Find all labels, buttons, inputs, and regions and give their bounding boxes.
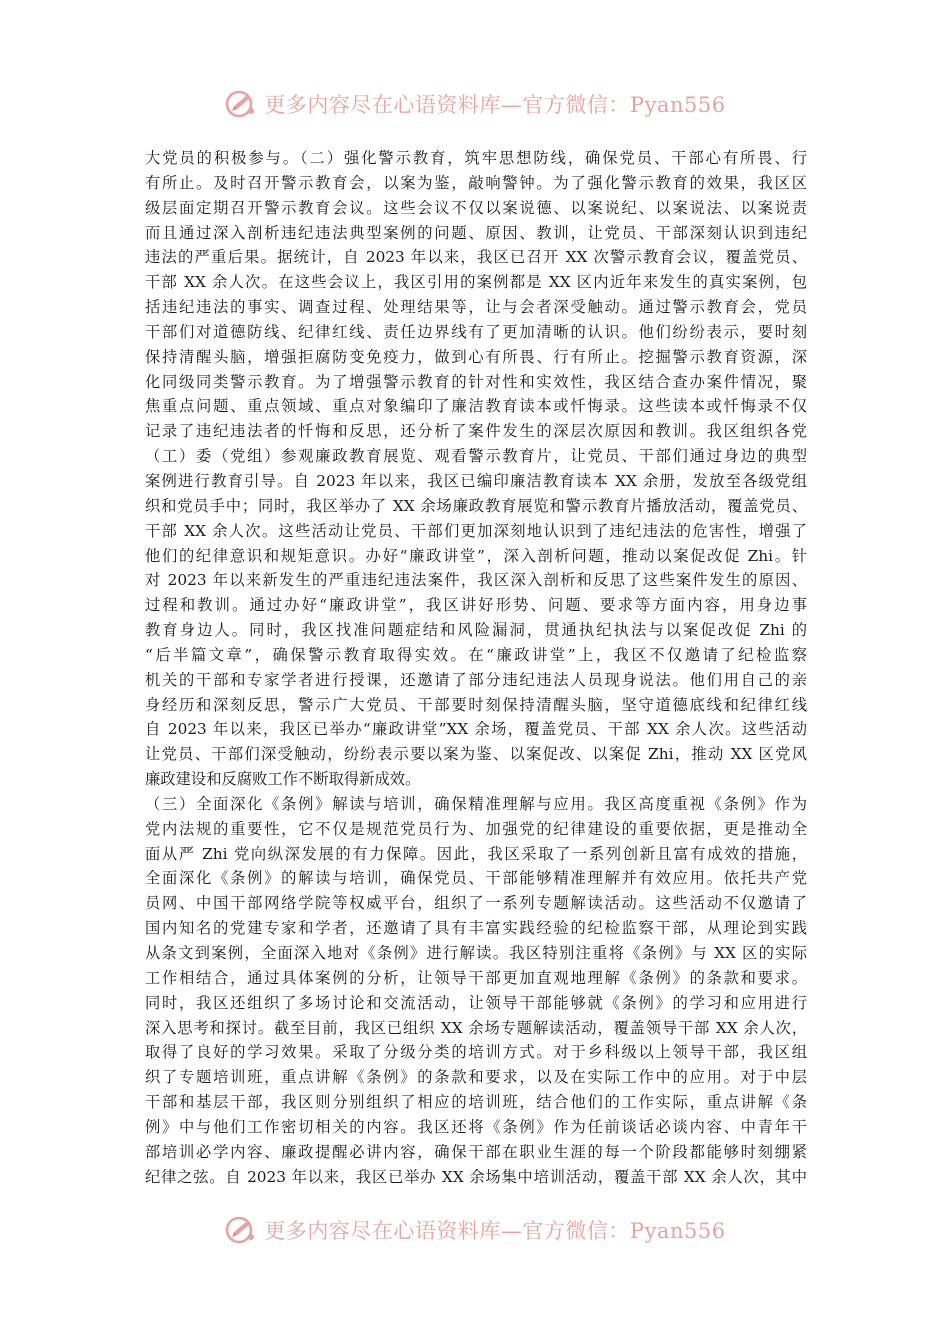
body-text-line: 身经历和深刻反思，警示广大党员、干部要时刻保持清醒头脑，坚守道德底线和纪律红线 [145,695,807,714]
body-text-line: 取得了良好的学习效果。采取了分级分类的培训方式。对于乡科级以上领导干部，我区组 [145,1043,807,1062]
body-text-line: 部培训必学内容、廉政提醒必讲内容，确保干部在职业生涯的每一个阶段都能够时刻绷紧 [145,1142,807,1161]
document-body [145,146,807,1189]
body-text-line: 对 2023 年以来新发生的严重违纪违法案件，我区深入剖析和反思了这些案件发生的原因、 [145,571,807,590]
body-text-line: 全面深化《条例》的解读与培训，确保党员、干部能够精准理解并有效应用。依托共产党 [145,869,807,888]
body-text-line: 国内知名的党建专家和学者，还邀请了具有丰富实践经验的纪检监察干部，从理论到实践 [145,919,807,938]
body-text-line: 从条文到案例，全面深入地对《条例》进行解读。我区特别注重将《条例》与 XX 区的实际 [145,944,807,962]
body-text-line: 让党员、干部们深受触动，纷纷表示要以案为鉴、以案促改、以案促 Zhi，推动 XX 区党风 [145,745,807,764]
body-text-line: 过程和教训。通过办好“廉政讲堂”，我区讲好形势、问题、要求等方面内容，用身边事 [145,596,807,615]
body-text-line: 深入思考和探讨。截至目前，我区已组织 XX 余场专题解读活动，覆盖领导干部 XX 余人次， [145,1018,807,1037]
body-text-line: 违法的严重后果。据统计，自 2023 年以来，我区已召开 XX 次警示教育会议，覆盖党员、 [145,248,807,267]
body-text-line: 保持清醒头脑，增强拒腐防变免疫力，做到心有所畏、行有所止。挖掘警示教育资源，深 [145,347,807,366]
body-text-line: 干部和基层干部，我区则分别组织了相应的培训班，结合他们的工作实际，重点讲解《条 [145,1093,807,1112]
body-text-line: 有所止。及时召开警示教育会，以案为鉴，敲响警钟。为了强化警示教育的效果，我区区 [145,173,807,192]
body-text-line: 案例进行教育引导。自 2023 年以来，我区已编印廉洁教育读本 XX 余册，发放至各级党组 [145,471,807,490]
body-text-line: 教育身边人。同时，我区找准问题症结和风险漏洞，贯通执纪执法与以案促改促 Zhi 的 [145,621,807,640]
body-text-line: 面从严 Zhi 党向纵深发展的有力保障。因此，我区采取了一系列创新且富有成效的措施， [145,844,807,863]
body-text-line: 织了专题培训班，重点讲解《条例》的条款和要求，以及在实际工作中的应用。对于中层 [145,1068,807,1087]
body-text-line: 他们的纪律意识和规矩意识。办好“廉政讲堂”，深入剖析问题，推动以案促改促 Zhi。针 [145,546,807,565]
body-text-line: 干部 XX 余人次。在这些会议上，我区引用的案例都是 XX 区内近年来发生的真实案例，包 [145,273,807,292]
body-text-line: （三）全面深化《条例》解读与培训，确保精准理解与应用。我区高度重视《条例》作为 [145,794,807,813]
body-text-line: 括违纪违法的事实、调查过程、处理结果等，让与会者深受触动。通过警示教育会，党员 [145,298,807,317]
header-watermark-text: 更多内容尽在心语资料库—官方微信：Pyan556 [264,93,726,117]
body-text-line: 焦重点问题、重点领域、重点对象编印了廉洁教育读本或忏悔录。这些读本或忏悔录不仅 [145,397,807,416]
body-text-line: 而且通过深入剖析违纪违法典型案例的问题、原因、教训，让党员、干部深刻认识到违纪 [145,223,807,242]
body-text-line: 同时，我区还组织了多场讨论和交流活动，让领导干部能够就《条例》的学习和应用进行 [145,993,807,1012]
body-text-line: 廉政建设和反腐败工作不断取得新成效。 [145,770,421,789]
body-text-line: 记录了违纪违法者的忏悔和反思，还分析了案件发生的深层次原因和教训。我区组织各党 [145,422,807,441]
footer-watermark [0,1210,950,1250]
body-text-line: 例》中与他们工作密切相关的内容。我区还将《条例》作为任前谈话必谈内容、中青年干 [145,1117,807,1136]
footer-watermark-text: 更多内容尽在心语资料库—官方微信：Pyan556 [264,1219,726,1243]
pen-heart-logo-icon [224,87,258,121]
header-watermark [0,84,950,124]
pen-heart-logo-icon [224,1213,258,1247]
body-text-line: 员网、中国干部网络学院等权威平台，组织了一系列专题解读活动。这些活动不仅邀请了 [145,894,807,913]
body-text-line: 级层面定期召开警示教育会议。这些会议不仅以案说德、以案说纪、以案说法、以案说责 [145,198,807,217]
body-text-line: （工）委（党组）参观廉政教育展览、观看警示教育片，让党员、干部们通过身边的典型 [145,447,807,466]
body-text-line: 化同级同类警示教育。为了增强警示教育的针对性和实效性，我区结合查办案件情况，聚 [145,372,807,391]
body-text-line: 干部 XX 余人次。这些活动让党员、干部们更加深刻地认识到了违纪违法的危害性，增强了 [145,521,807,540]
body-text-line: 干部们对道德防线、纪律红线、责任边界线有了更加清晰的认识。他们纷纷表示，要时刻 [145,322,807,341]
body-text-line: 工作相结合，通过具体案例的分析，让领导干部更加直观地理解《条例》的条款和要求。 [145,968,807,987]
body-text-line: 大党员的积极参与。（二）强化警示教育，筑牢思想防线，确保党员、干部心有所畏、行 [145,149,807,167]
body-text-line: 纪律之弦。自 2023 年以来，我区已举办 XX 余场集中培训活动，覆盖干部 XX 余人次，其中 [145,1167,807,1186]
body-text-line: 党内法规的重要性，它不仅是规范党员行为、加强党的纪律建设的重要依据，更是推动全 [145,819,807,838]
body-text-line: 自 2023 年以来，我区已举办“廉政讲堂”XX 余场，覆盖党员、干部 XX 余人次。这些活动 [145,720,807,739]
body-text-line: 机关的干部和专家学者进行授课，还邀请了部分违纪违法人员现身说法。他们用自己的亲 [145,670,807,689]
body-text-line: 织和党员手中；同时，我区举办了 XX 余场廉政教育展览和警示教育片播放活动，覆盖党员、 [145,496,807,515]
body-text-line: “后半篇文章”，确保警示教育取得实效。在“廉政讲堂”上，我区不仅邀请了纪检监察 [145,645,807,664]
